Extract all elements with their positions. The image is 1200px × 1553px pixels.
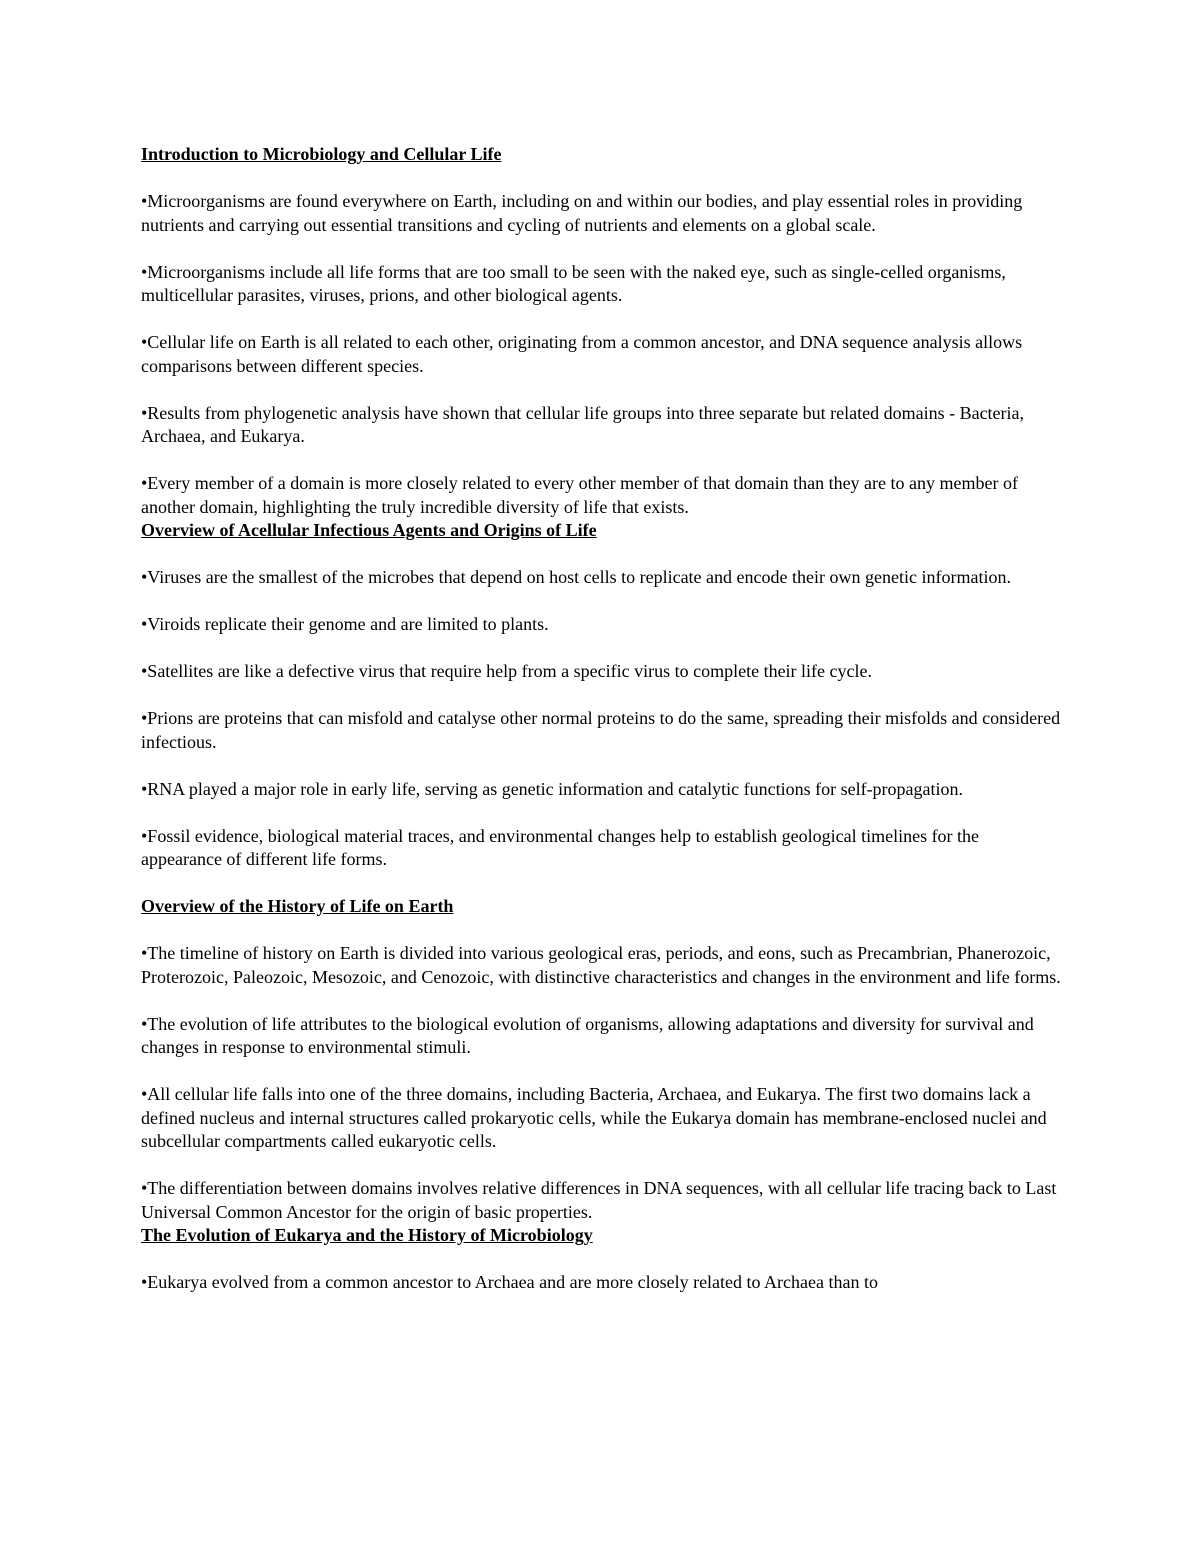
bullet-paragraph: •The timeline of history on Earth is divided into various geological eras, periods, and eons, such as Precambrian, Phanerozoic, Proterozoic, Paleozoic, Mesozoic, and Cenozoic, with distinctive characteristics and changes in the environment and life forms.: [141, 943, 1061, 987]
bullet-paragraph: •The evolution of life attributes to the biological evolution of organisms, allowing adaptations and diversity for survival and changes in response to environmental stimuli.: [141, 1013, 1034, 1057]
bullet-paragraph: •The differentiation between domains involves relative differences in DNA sequences, with all cellular life tracing back to Last Universal Common Ancestor for the origin of basic properties.: [141, 1178, 1057, 1222]
bullet-paragraph: •Eukarya evolved from a common ancestor to Archaea and are more closely related to Archaea than to: [141, 1272, 878, 1292]
bullet-paragraph: •Every member of a domain is more closely related to every other member of that domain than they are to any member of another domain, highlighting the truly incredible diversity of life that exists.: [141, 473, 1018, 517]
bullet-paragraph: •Viroids replicate their genome and are limited to plants.: [141, 614, 549, 634]
bullet-paragraph: •Viruses are the smallest of the microbes that depend on host cells to replicate and encode their own genetic information.: [141, 567, 1011, 587]
document-body: [141, 143, 1061, 1318]
section-heading: Overview of the History of Life on Earth: [141, 896, 454, 916]
section-heading: The Evolution of Eukarya and the History of Microbiology: [141, 1225, 593, 1245]
bullet-paragraph: •Results from phylogenetic analysis have shown that cellular life groups into three separate but related domains - Bacteria, Archaea, and Eukarya.: [141, 402, 1025, 446]
bullet-paragraph: •RNA played a major role in early life, serving as genetic information and catalytic functions for self-propagation.: [141, 778, 964, 799]
bullet-paragraph: •Prions are proteins that can misfold and catalyse other normal proteins to do the same, spreading their misfolds and considered infectious.: [141, 708, 1061, 752]
bullet-paragraph: •Microorganisms are found everywhere on Earth, including on and within our bodies, and play essential roles in providing nutrients and carrying out essential transitions and cycling of nutrients and elements on a global scale.: [141, 191, 1023, 235]
bullet-paragraph: •Satellites are like a defective virus that require help from a specific virus to complete their life cycle.: [141, 661, 873, 681]
section-heading: Introduction to Microbiology and Cellular Life: [141, 144, 502, 164]
bullet-paragraph: •Fossil evidence, biological material traces, and environmental changes help to establish geological timelines for the appearance of different life forms.: [141, 825, 980, 869]
bullet-paragraph: •All cellular life falls into one of the three domains, including Bacteria, Archaea, and Eukarya. The first two domains lack a defined nucleus and internal structures called prokaryotic cells, while the Eukarya domain has membrane-enclosed nuclei and subcellular compartments called eukaryotic cells.: [141, 1084, 1047, 1151]
bullet-paragraph: •Cellular life on Earth is all related to each other, originating from a common ancestor, and DNA sequence analysis allows comparisons between different species.: [141, 332, 1023, 376]
bullet-paragraph: •Microorganisms include all life forms that are too small to be seen with the naked eye, such as single-celled organisms, multicellular parasites, viruses, prions, and other biological agents.: [141, 261, 1006, 305]
section-heading: Overview of Acellular Infectious Agents and Origins of Life: [141, 520, 597, 540]
